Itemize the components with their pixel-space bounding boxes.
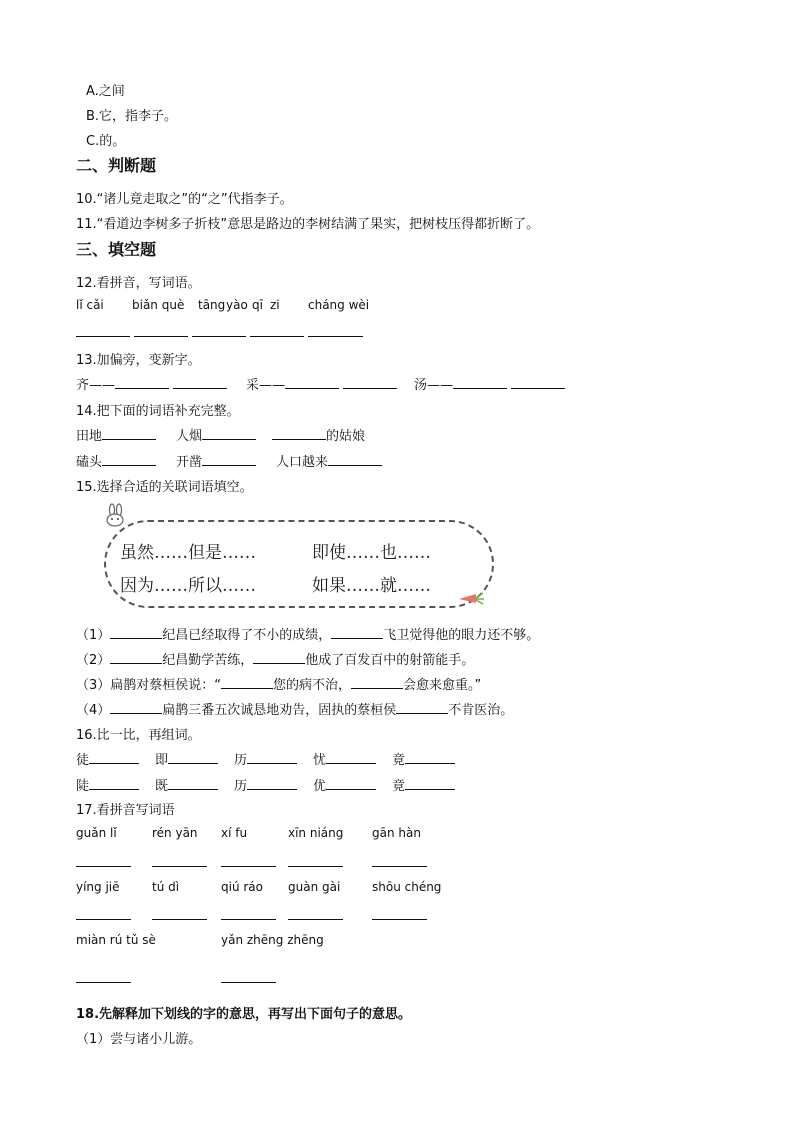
question-17-title: 17.看拼音写词语: [76, 803, 175, 818]
answer-blank[interactable]: [288, 919, 343, 920]
answer-blank[interactable]: [152, 866, 207, 867]
answer-blank[interactable]: [221, 866, 276, 867]
question-15-item-3: （3）扁鹊对蔡桓侯说：“ 您的病不治， 会愈来愈重。”: [76, 674, 481, 693]
answer-blank[interactable]: [152, 919, 207, 920]
answer-blank[interactable]: [343, 375, 397, 389]
pinyin-changwei: cháng wèi: [308, 298, 370, 312]
pinyin-qi: qī: [252, 298, 263, 312]
answer-blank[interactable]: [168, 750, 218, 764]
answer-blank[interactable]: [405, 750, 455, 764]
compare-char: 竟: [392, 775, 455, 794]
question-18-item-1: （1）尝与诸小儿游。: [76, 1032, 202, 1047]
answer-blank[interactable]: [326, 776, 376, 790]
answer-blank[interactable]: [453, 375, 507, 389]
answer-blank[interactable]: [221, 982, 276, 983]
pinyin-xifu: xí fu: [221, 826, 248, 840]
compare-char: 既: [155, 775, 218, 794]
word-renyan: 人烟: [176, 425, 256, 444]
answer-blank[interactable]: [272, 426, 326, 440]
question-15-title: 15.选择合适的关联词语填空。: [76, 480, 253, 495]
word-ketou: 磕头: [76, 451, 156, 470]
conjunction-option: 因为……所以……: [120, 576, 256, 596]
pinyin-shoucheng: shōu chéng: [372, 880, 442, 894]
answer-blank[interactable]: [202, 452, 256, 466]
answer-blank[interactable]: [110, 650, 162, 664]
pinyin-mianrutuse: miàn rú tǔ sè: [76, 933, 156, 947]
pinyin-renyan: rén yān: [152, 826, 198, 840]
answer-blank[interactable]: [250, 336, 304, 337]
question-12-title: 12.看拼音，写词语。: [76, 276, 201, 291]
radical-cai: 采——: [246, 378, 286, 393]
pinyin-licai: lǐ cǎi: [76, 298, 104, 312]
word-renkou: 人口越来: [276, 451, 382, 470]
pinyin-ganhan: gān hàn: [372, 826, 421, 840]
question-10: 10.“诸儿竟走取之”的“之”代指李子。: [76, 192, 293, 207]
compare-char: 历: [234, 775, 297, 794]
answer-blank[interactable]: [173, 375, 227, 389]
answer-blank[interactable]: [76, 919, 131, 920]
conjunction-option: 如果……就……: [312, 576, 431, 596]
answer-blank[interactable]: [247, 750, 297, 764]
answer-blank[interactable]: [331, 625, 383, 639]
pinyin-yao: yào: [226, 298, 248, 312]
answer-blank[interactable]: [253, 650, 305, 664]
answer-blank[interactable]: [285, 375, 339, 389]
answer-blank[interactable]: [372, 919, 427, 920]
option-c: C.的。: [86, 134, 126, 149]
answer-blank[interactable]: [308, 336, 363, 337]
answer-blank[interactable]: [76, 982, 131, 983]
radical-qi: 齐——: [76, 378, 116, 393]
radical-row: [246, 374, 397, 393]
compare-char: 忧: [313, 749, 376, 768]
pinyin-bianque: biǎn què: [132, 298, 185, 312]
word-tiandi: 田地: [76, 425, 156, 444]
answer-blank[interactable]: [202, 426, 256, 440]
answer-blank[interactable]: [405, 776, 455, 790]
answer-blank[interactable]: [134, 336, 188, 337]
pinyin-tudi: tú dì: [152, 880, 180, 894]
answer-blank[interactable]: [372, 866, 427, 867]
pinyin-tang: tāng: [198, 298, 226, 312]
question-15-item-4: （4） 扁鹊三番五次诚恳地劝告，固执的蔡桓侯 不肯医治。: [76, 699, 513, 718]
answer-blank[interactable]: [102, 452, 156, 466]
question-14-title: 14.把下面的词语补充完整。: [76, 404, 240, 419]
pinyin-xinniang: xīn niáng: [288, 826, 344, 840]
compare-char: 徒: [76, 749, 139, 768]
answer-blank[interactable]: [76, 336, 130, 337]
word-guniang: 的姑娘: [272, 425, 365, 444]
question-11: 11.“看道边李树多子折枝”意思是路边的李树结满了果实，把树枝压得都折断了。: [76, 217, 540, 232]
pinyin-yingjie: yíng jiē: [76, 880, 120, 894]
pinyin-guangai: guàn gài: [288, 880, 341, 894]
pinyin-guanli: guǎn lǐ: [76, 826, 117, 840]
answer-blank[interactable]: [110, 700, 162, 714]
pinyin-yanzhengzheng: yǎn zhēng zhēng: [221, 933, 324, 947]
conjunction-option: 即使……也……: [312, 543, 431, 563]
pinyin-zi: zi: [270, 298, 280, 312]
conjunction-option: 虽然……但是……: [120, 543, 256, 563]
carrot-icon: [456, 590, 486, 606]
answer-blank[interactable]: [396, 700, 448, 714]
question-13-title: 13.加偏旁，变新字。: [76, 353, 201, 368]
compare-char: 历: [234, 749, 297, 768]
answer-blank[interactable]: [326, 750, 376, 764]
answer-blank[interactable]: [110, 625, 162, 639]
answer-blank[interactable]: [192, 336, 246, 337]
compare-char: 竟: [392, 749, 455, 768]
answer-blank[interactable]: [511, 375, 565, 389]
answer-blank[interactable]: [168, 776, 218, 790]
conjunction-options-bubble: [104, 520, 494, 608]
answer-blank[interactable]: [328, 452, 382, 466]
question-18-title: 18.先解释加下划线的字的意思，再写出下面句子的意思。: [76, 1007, 412, 1022]
option-b: B.它，指李子。: [86, 109, 178, 124]
answer-blank[interactable]: [247, 776, 297, 790]
word-kaizao: 开凿: [176, 451, 256, 470]
section-judgment-heading: 二、判断题: [76, 156, 157, 175]
compare-char: 陡: [76, 775, 139, 794]
question-15-item-2: （2） 纪昌勤学苦练， 他成了百发百中的射箭能手。: [76, 649, 474, 668]
answer-blank[interactable]: [221, 919, 276, 920]
answer-blank[interactable]: [76, 866, 131, 867]
answer-blank[interactable]: [115, 375, 169, 389]
radical-row: [414, 374, 565, 393]
pinyin-qiurao: qiú ráo: [221, 880, 263, 894]
compare-char: 即: [155, 749, 218, 768]
radical-tang: 汤——: [414, 378, 454, 393]
answer-blank[interactable]: [221, 675, 273, 689]
answer-blank[interactable]: [102, 426, 156, 440]
answer-blank[interactable]: [288, 866, 343, 867]
question-15-item-1: （1） 纪昌已经取得了不小的成绩， 飞卫觉得他的眼力还不够。: [76, 624, 539, 643]
section-fill-heading: 三、填空题: [76, 240, 157, 259]
option-a: A.之间: [86, 84, 125, 99]
question-16-title: 16.比一比，再组词。: [76, 728, 201, 743]
answer-blank[interactable]: [89, 750, 139, 764]
radical-row: [76, 374, 227, 393]
answer-blank[interactable]: [89, 776, 139, 790]
compare-char: 优: [313, 775, 376, 794]
answer-blank[interactable]: [351, 675, 403, 689]
